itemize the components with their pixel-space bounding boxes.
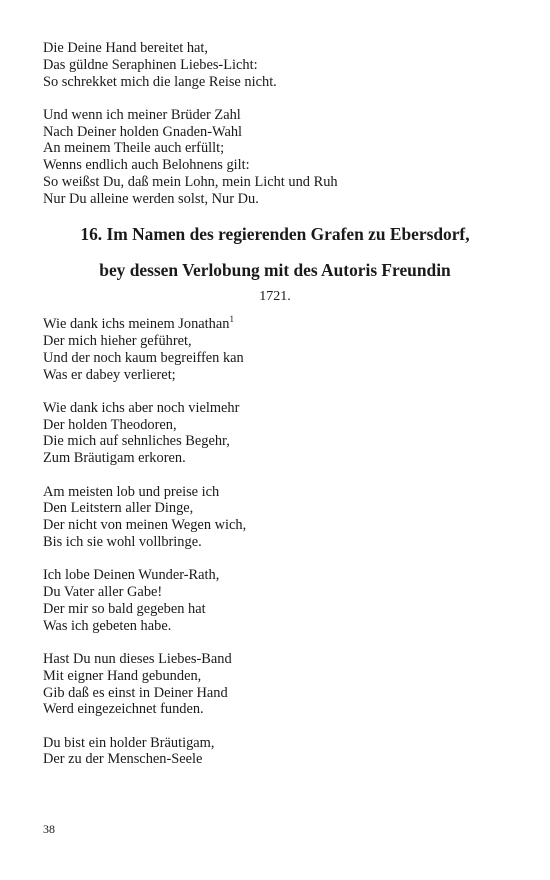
verse-line xyxy=(43,316,513,333)
verse-line: Wenns endlich auch Belohnens gilt: xyxy=(43,157,250,174)
verse-line: Der zu der Menschen-Seele xyxy=(43,751,203,768)
first-line-text: Wie dank ichs meinem Jonathan xyxy=(43,316,230,333)
verse-line: An meinem Theile auch erfüllt; xyxy=(43,140,225,157)
verse-line: Du Vater aller Gabe! xyxy=(43,584,163,601)
stanza xyxy=(43,567,513,634)
verse-line: Der holden Theodoren, xyxy=(43,416,177,433)
verse-line: Die mich auf sehnliches Begehr, xyxy=(43,433,230,450)
verse-line: Werd eingezeichnet funden. xyxy=(43,701,204,718)
stanza xyxy=(43,400,513,467)
poem-title-line-1: 16. Im Namen des regierenden Grafen zu Ebersdorf, xyxy=(80,224,470,245)
verse-line: Gib daß es einst in Deiner Hand xyxy=(43,684,228,701)
verse-line: Und der noch kaum begreiffen kan xyxy=(43,349,244,366)
stanza xyxy=(43,40,513,90)
verse-line: Mit eigner Hand gebunden, xyxy=(43,667,202,684)
page-number: 38 xyxy=(43,822,55,836)
verse-line: Was er dabey verlieret; xyxy=(43,366,176,383)
stanza xyxy=(43,107,513,208)
verse-line: Nur Du alleine werden solst, Nur Du. xyxy=(43,190,259,207)
verse-line: Hast Du nun dieses Liebes-Band xyxy=(43,650,232,667)
verse-line: So schrekket mich die lange Reise nicht. xyxy=(43,73,277,90)
verse-line: Den Leitstern aller Dinge, xyxy=(43,500,194,517)
poem-year: 1721. xyxy=(259,289,291,305)
poem-title-line-2: bey dessen Verlobung mit des Autoris Freundin xyxy=(99,260,451,281)
verse-line: Die Deine Hand bereitet hat, xyxy=(43,40,209,56)
verse-line: So weißst Du, daß mein Lohn, mein Licht und Ruh xyxy=(43,174,338,191)
stanza xyxy=(43,651,513,718)
verse-line: Und wenn ich meiner Brüder Zahl xyxy=(43,106,241,123)
verse-line: Was ich gebeten habe. xyxy=(43,617,172,634)
verse-line: Nach Deiner holden Gnaden-Wahl xyxy=(43,123,243,140)
verse-line: Bis ich sie wohl vollbringe. xyxy=(43,533,202,550)
stanza xyxy=(43,316,513,383)
verse-line: Zum Bräutigam erkoren. xyxy=(43,450,186,467)
verse-line: Der mir so bald gegeben hat xyxy=(43,600,206,617)
verse-line: Wie dank ichs aber noch vielmehr xyxy=(43,399,240,416)
verse-line: Am meisten lob und preise ich xyxy=(43,483,220,500)
footnote-marker[interactable]: 1 xyxy=(229,314,234,325)
page-body xyxy=(43,40,513,785)
verse-line: Ich lobe Deinen Wunder-Rath, xyxy=(43,567,220,584)
verse-line: Der mich hieher geführet, xyxy=(43,332,192,349)
stanza xyxy=(43,484,513,551)
verse-line: Das güldne Seraphinen Liebes-Licht: xyxy=(43,56,258,73)
verse-line: Der nicht von meinen Wegen wich, xyxy=(43,517,247,534)
verse-line: Du bist ein holder Bräutigam, xyxy=(43,734,215,751)
stanza xyxy=(43,735,513,769)
